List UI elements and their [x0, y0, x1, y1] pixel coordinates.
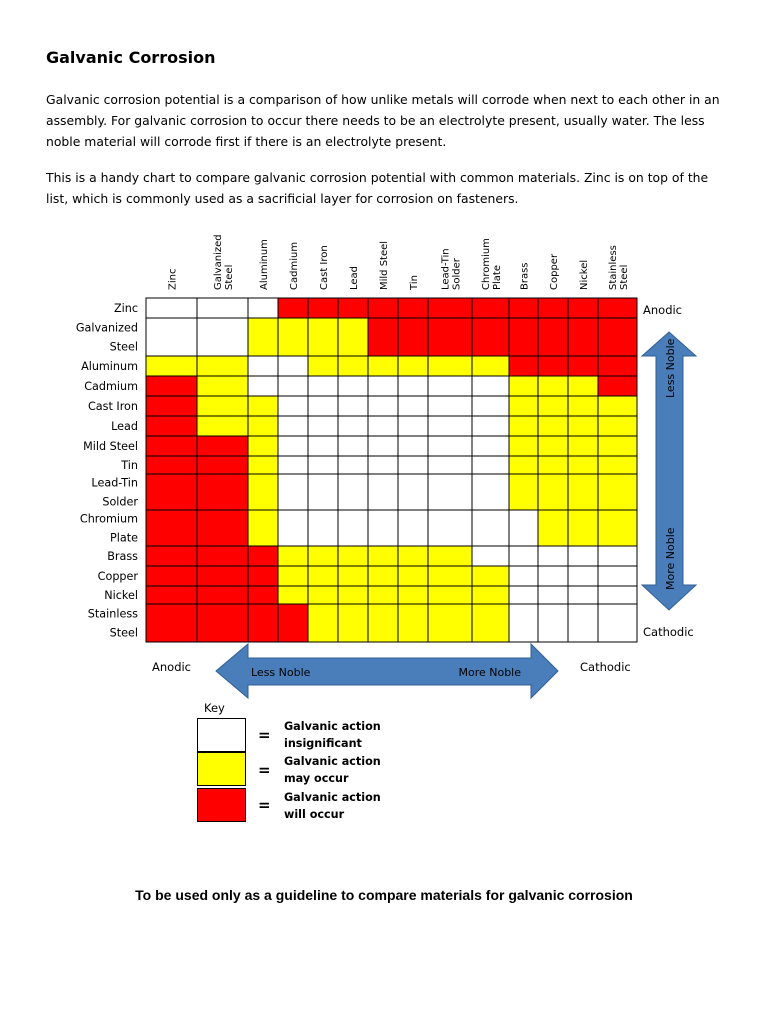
matrix-cell — [338, 604, 368, 642]
key-label-will-occur — [284, 789, 414, 823]
matrix-cell — [509, 604, 538, 642]
matrix-cell — [509, 416, 538, 436]
matrix-cell — [146, 510, 197, 546]
matrix-cell — [538, 396, 568, 416]
matrix-cell — [509, 546, 538, 566]
matrix-cell — [428, 318, 472, 356]
matrix-cell — [368, 376, 398, 396]
matrix-cell — [598, 510, 637, 546]
matrix-cell — [472, 510, 509, 546]
matrix-cell — [197, 566, 248, 586]
row-label: Aluminum — [81, 360, 138, 373]
matrix-cell — [398, 356, 428, 376]
matrix-cell — [368, 510, 398, 546]
matrix-cell — [509, 298, 538, 318]
matrix-cell — [146, 474, 197, 510]
row-label: Nickel — [104, 589, 138, 602]
matrix-cell — [538, 510, 568, 546]
matrix-cell — [598, 376, 637, 396]
matrix-cell — [197, 416, 248, 436]
arrow-label-more-noble: More Noble — [458, 666, 521, 679]
matrix-cell — [248, 396, 278, 416]
column-label: Galvanized — [213, 234, 224, 290]
key-label-line: will occur — [284, 808, 345, 821]
cathodic-label: Cathodic — [643, 625, 694, 639]
key-label-line: Galvanic action — [284, 720, 381, 733]
matrix-cell — [428, 604, 472, 642]
row-label: Lead-Tin — [91, 476, 138, 490]
footer-note: To be used only as a guideline to compare materials for galvanic corrosion — [135, 887, 633, 903]
matrix-cell — [278, 474, 308, 510]
matrix-cell — [248, 604, 278, 642]
matrix-cell — [146, 456, 197, 474]
chart-description-paragraph: This is a handy chart to compare galvanic corrosion potential with common materials. Zinc is on top of the list, which is commonly used as a sacrificial layer for corrosion on fasteners. — [46, 170, 709, 206]
matrix-cell — [197, 436, 248, 456]
matrix-cell — [308, 356, 338, 376]
matrix-cell — [428, 510, 472, 546]
matrix-cell — [308, 586, 338, 604]
column-label: Nickel — [579, 259, 590, 290]
matrix-cell — [538, 586, 568, 604]
row-label: Copper — [97, 570, 138, 583]
matrix-cell — [248, 546, 278, 566]
matrix-cell — [368, 546, 398, 566]
matrix-cell — [197, 510, 248, 546]
matrix-cell — [472, 298, 509, 318]
key-equals: = — [258, 796, 271, 814]
matrix-cell — [428, 376, 472, 396]
matrix-cell — [338, 416, 368, 436]
matrix-cell — [278, 604, 308, 642]
matrix-cell — [146, 436, 197, 456]
matrix-cell — [398, 604, 428, 642]
matrix-cell — [598, 604, 637, 642]
matrix-cell — [197, 586, 248, 604]
matrix-cell — [568, 510, 598, 546]
matrix-cell — [509, 510, 538, 546]
matrix-cell — [538, 436, 568, 456]
row-label: Mild Steel — [83, 440, 138, 453]
matrix-cell — [472, 566, 509, 586]
matrix-cell — [368, 474, 398, 510]
matrix-cell — [146, 546, 197, 566]
arrow-label-less-noble: Less Noble — [251, 666, 311, 679]
matrix-cell — [428, 566, 472, 586]
matrix-cell — [278, 456, 308, 474]
matrix-cell — [538, 566, 568, 586]
matrix-cell — [509, 474, 538, 510]
row-label: Tin — [121, 459, 138, 472]
matrix-cell — [428, 436, 472, 456]
matrix-cell — [598, 586, 637, 604]
matrix-cell — [308, 456, 338, 474]
matrix-cell — [308, 298, 338, 318]
matrix-cell — [146, 318, 197, 356]
matrix-cell — [278, 510, 308, 546]
matrix-cell — [538, 298, 568, 318]
matrix-cell — [308, 510, 338, 546]
matrix-cell — [308, 416, 338, 436]
row-label: Stainless — [87, 607, 138, 621]
row-label: Cadmium — [84, 380, 138, 393]
column-label: Cast Iron — [319, 245, 330, 290]
matrix-cell — [568, 586, 598, 604]
matrix-cell — [428, 416, 472, 436]
column-label: Stainless — [608, 245, 619, 290]
matrix-cell — [338, 456, 368, 474]
column-label: Cadmium — [289, 241, 300, 290]
matrix-cell — [308, 396, 338, 416]
row-label: Zinc — [113, 302, 138, 315]
matrix-cell — [248, 298, 278, 318]
matrix-cell — [146, 298, 197, 318]
matrix-cell — [197, 298, 248, 318]
matrix-cell — [598, 396, 637, 416]
matrix-cell — [278, 318, 308, 356]
matrix-cell — [308, 566, 338, 586]
row-label: Solder — [102, 495, 138, 509]
matrix-cell — [568, 604, 598, 642]
matrix-cell — [568, 416, 598, 436]
matrix-cell — [428, 546, 472, 566]
arrow-label-less-noble: Less Noble — [664, 338, 677, 398]
matrix-cell — [398, 318, 428, 356]
matrix-cell — [278, 356, 308, 376]
matrix-cell — [398, 474, 428, 510]
matrix-cell — [598, 566, 637, 586]
matrix-cell — [568, 396, 598, 416]
matrix-cell — [509, 456, 538, 474]
row-label: Plate — [110, 531, 138, 545]
matrix-cell — [598, 456, 637, 474]
matrix-cell — [568, 456, 598, 474]
matrix-cell — [278, 416, 308, 436]
matrix-cell — [509, 586, 538, 604]
matrix-cell — [368, 298, 398, 318]
matrix-cell — [146, 376, 197, 396]
column-label: Solder — [451, 258, 463, 290]
key-label-may-occur — [284, 753, 414, 787]
key-label-line: Galvanic action — [284, 755, 381, 768]
matrix-cell — [146, 416, 197, 436]
matrix-cell — [472, 318, 509, 356]
matrix-cell — [472, 376, 509, 396]
matrix-cell — [248, 416, 278, 436]
column-label: Aluminum — [259, 239, 270, 290]
matrix-cell — [598, 436, 637, 456]
matrix-cell — [568, 376, 598, 396]
row-label: Steel — [109, 340, 138, 354]
matrix-cell — [398, 298, 428, 318]
matrix-cell — [538, 376, 568, 396]
matrix-cell — [568, 474, 598, 510]
matrix-cell — [538, 356, 568, 376]
matrix-cell — [428, 298, 472, 318]
column-label: Steel — [224, 264, 235, 290]
column-label: Mild Steel — [379, 240, 390, 290]
matrix-cell — [338, 566, 368, 586]
matrix-cell — [197, 396, 248, 416]
matrix-cell — [197, 456, 248, 474]
matrix-cell — [538, 546, 568, 566]
matrix-cell — [248, 566, 278, 586]
matrix-cell — [598, 474, 637, 510]
matrix-cell — [278, 436, 308, 456]
matrix-cell — [146, 566, 197, 586]
matrix-cell — [146, 356, 197, 376]
matrix-cell — [568, 298, 598, 318]
matrix-cell — [398, 416, 428, 436]
column-label: Copper — [549, 253, 560, 290]
matrix-cell — [338, 396, 368, 416]
matrix-cell — [308, 318, 338, 356]
matrix-cell — [398, 586, 428, 604]
matrix-cell — [472, 604, 509, 642]
matrix-cell — [338, 546, 368, 566]
matrix-cell — [568, 566, 598, 586]
matrix-cell — [248, 474, 278, 510]
matrix-cell — [368, 456, 398, 474]
matrix-cell — [538, 318, 568, 356]
matrix-cell — [338, 318, 368, 356]
column-label: Chromium — [481, 238, 492, 290]
key-equals: = — [258, 761, 271, 779]
matrix-cell — [398, 396, 428, 416]
matrix-cell — [428, 474, 472, 510]
matrix-cell — [338, 436, 368, 456]
matrix-cell — [278, 546, 308, 566]
row-label: Galvanized — [75, 321, 138, 335]
matrix-cell — [368, 566, 398, 586]
row-label: Steel — [109, 626, 138, 640]
matrix-cell — [308, 546, 338, 566]
matrix-cell — [538, 416, 568, 436]
matrix-cell — [308, 436, 338, 456]
matrix-cell — [197, 376, 248, 396]
column-label: Plate — [492, 264, 503, 290]
matrix-cell — [568, 546, 598, 566]
matrix-cell — [568, 318, 598, 356]
matrix-cell — [338, 298, 368, 318]
matrix-cell — [509, 396, 538, 416]
matrix-cell — [472, 396, 509, 416]
matrix-cell — [368, 416, 398, 436]
key-swatch-insignificant — [197, 718, 246, 752]
matrix-cell — [338, 586, 368, 604]
matrix-cell — [472, 474, 509, 510]
matrix-cell — [538, 474, 568, 510]
column-label: Lead — [349, 265, 360, 290]
matrix-cell — [538, 604, 568, 642]
matrix-cell — [398, 436, 428, 456]
matrix-cell — [146, 396, 197, 416]
matrix-cell — [398, 566, 428, 586]
key-equals: = — [258, 726, 271, 744]
matrix-cell — [278, 376, 308, 396]
key-label-line: Galvanic action — [284, 791, 381, 804]
anodic-label: Anodic — [643, 303, 683, 317]
row-label: Brass — [107, 550, 138, 563]
matrix-cell — [472, 546, 509, 566]
matrix-cell — [428, 356, 472, 376]
matrix-cell — [248, 586, 278, 604]
matrix-cell — [197, 356, 248, 376]
matrix-cell — [398, 376, 428, 396]
matrix-cell — [598, 416, 637, 436]
key-swatch-may-occur — [197, 752, 246, 786]
matrix-cell — [509, 318, 538, 356]
matrix-cell — [308, 376, 338, 396]
matrix-cell — [428, 586, 472, 604]
matrix-cell — [278, 298, 308, 318]
column-label: Brass — [519, 262, 531, 290]
matrix-cell — [598, 356, 637, 376]
matrix-cell — [278, 586, 308, 604]
key-label-insignificant — [284, 718, 414, 752]
page-title: Galvanic Corrosion — [46, 48, 216, 67]
matrix-cell — [368, 604, 398, 642]
matrix-cell — [472, 436, 509, 456]
cathodic-label: Cathodic — [580, 660, 631, 674]
matrix-cell — [278, 566, 308, 586]
matrix-cell — [472, 586, 509, 604]
row-label: Chromium — [79, 512, 138, 526]
matrix-cell — [428, 456, 472, 474]
matrix-cell — [598, 298, 637, 318]
matrix-cell — [368, 318, 398, 356]
row-label: Cast Iron — [87, 400, 138, 413]
key-swatch-will-occur — [197, 788, 246, 822]
matrix-cell — [509, 566, 538, 586]
intro-paragraph: Galvanic corrosion potential is a comparison of how unlike metals will corrode when next to each other in an assembly. For galvanic corrosion to occur there needs to be an electrolyte present, usually water. The less noble material will corrode first if there is an electrolyte present. — [46, 92, 720, 149]
key-label-line: may occur — [284, 772, 349, 785]
matrix-cell — [338, 376, 368, 396]
matrix-cell — [308, 604, 338, 642]
matrix-cell — [248, 456, 278, 474]
column-label: Zinc — [167, 268, 179, 290]
matrix-cell — [248, 318, 278, 356]
matrix-cell — [509, 436, 538, 456]
matrix-cell — [568, 436, 598, 456]
matrix-cell — [368, 356, 398, 376]
matrix-cell — [278, 396, 308, 416]
matrix-cell — [472, 456, 509, 474]
matrix-cell — [197, 604, 248, 642]
matrix-cell — [248, 376, 278, 396]
key-title: Key — [204, 701, 225, 715]
matrix-cell — [398, 456, 428, 474]
anodic-label: Anodic — [152, 660, 192, 674]
key-label-line: insignificant — [284, 737, 362, 750]
column-label: Lead-Tin — [440, 248, 452, 290]
matrix-cell — [248, 356, 278, 376]
matrix-cell — [338, 356, 368, 376]
matrix-cell — [248, 436, 278, 456]
matrix-cell — [146, 604, 197, 642]
matrix-cell — [472, 356, 509, 376]
matrix-cell — [146, 586, 197, 604]
matrix-cell — [368, 436, 398, 456]
matrix-cell — [598, 318, 637, 356]
column-label: Tin — [409, 275, 420, 290]
matrix-cell — [368, 586, 398, 604]
matrix-cell — [197, 546, 248, 566]
matrix-cell — [509, 376, 538, 396]
arrow-label-more-noble: More Noble — [664, 527, 677, 590]
matrix-cell — [248, 510, 278, 546]
matrix-cell — [398, 510, 428, 546]
matrix-cell — [538, 456, 568, 474]
matrix-cell — [428, 396, 472, 416]
column-label: Steel — [619, 264, 630, 290]
matrix-cell — [568, 356, 598, 376]
row-label: Lead — [111, 420, 138, 433]
matrix-cell — [472, 416, 509, 436]
matrix-cell — [338, 474, 368, 510]
matrix-cell — [598, 546, 637, 566]
matrix-cell — [509, 356, 538, 376]
matrix-cell — [197, 474, 248, 510]
matrix-cell — [308, 474, 338, 510]
matrix-cell — [398, 546, 428, 566]
matrix-cell — [368, 396, 398, 416]
matrix-cell — [338, 510, 368, 546]
matrix-cell — [197, 318, 248, 356]
